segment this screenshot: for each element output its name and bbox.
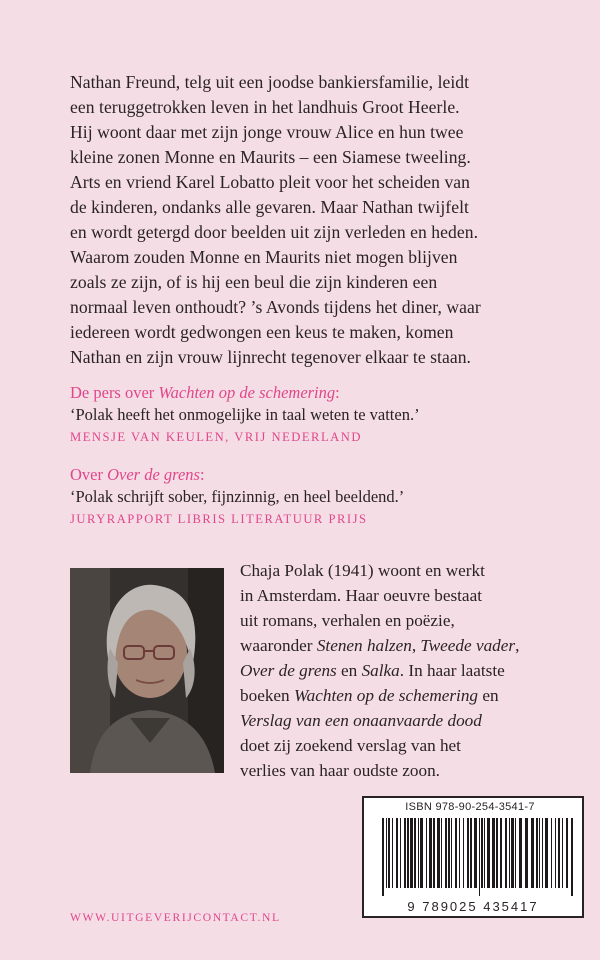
barcode-bar: [479, 818, 480, 896]
blurb-text: [70, 70, 570, 370]
blurb-line: Hij woont daar met zijn jonge vrouw Alice en hun twee: [70, 122, 464, 142]
barcode-bar: [426, 818, 427, 888]
blurb-line: Nathan en zijn vrouw lijnrecht tegenover elkaar te staan.: [70, 347, 471, 367]
barcode-bar: [531, 818, 534, 888]
barcode-bar: [542, 818, 543, 888]
barcode-bar: [505, 818, 507, 888]
blurb-line: Waarom zouden Monne en Maurits niet mogen blijven: [70, 247, 458, 267]
barcode-bar: [414, 818, 416, 888]
barcode-bar: [500, 818, 502, 888]
barcode-bar: [404, 818, 406, 888]
barcode-bar: [463, 818, 464, 888]
barcode-bar: [392, 818, 393, 888]
quote-intro: Over Over de grens:: [70, 465, 205, 484]
blurb-line: Arts en vriend Karel Lobatto pleit voor het scheiden van: [70, 172, 470, 192]
barcode-bar: [555, 818, 556, 888]
barcode-digits: 9 789025 435417: [407, 899, 539, 914]
barcode-bar: [487, 818, 490, 888]
barcode-bar: [515, 818, 516, 888]
barcode-bar: [481, 818, 483, 888]
barcode-bar: [418, 818, 419, 888]
barcode-bar: [571, 818, 573, 896]
barcode-bar: [519, 818, 522, 888]
publisher-url[interactable]: WWW.UITGEVERIJCONTACT.NL: [70, 911, 281, 924]
isbn-number: ISBN 978-90-254-3541-7: [405, 801, 535, 813]
barcode-bar: [448, 818, 450, 888]
author-photo: [70, 568, 224, 773]
barcode-bar: [429, 818, 432, 888]
barcode-bar: [467, 818, 469, 888]
barcode-bar: [509, 818, 510, 888]
barcode-bar: [484, 818, 485, 888]
quote-intro: De pers over Wachten op de schemering:: [70, 383, 340, 402]
barcode-bar: [445, 818, 447, 888]
barcode-bar: [386, 818, 387, 888]
quote-source: MENSJE VAN KEULEN, VRIJ NEDERLAND: [70, 430, 362, 444]
barcode-bar: [455, 818, 457, 888]
barcode-bar: [433, 818, 435, 888]
author-bio: Chaja Polak (1941) woont en werkt in Amsterdam. Haar oeuvre bestaat uit romans, verhalen en poëzie, waaronder Stenen halzen, Tweede vader, Over de grens en Salka. In haar laatste boeken Wachten op de schemering en Verslag van een onaanvaarde dood doet zij zoekend verslag van het verlies van haar oudste zoon.: [240, 561, 520, 780]
barcode-bars: [378, 818, 578, 896]
blurb-line: kleine zonen Monne en Maurits – een Siamese tweeling.: [70, 147, 471, 167]
barcode-bar: [400, 818, 401, 888]
barcode-bar: [551, 818, 552, 888]
quote-text: ‘Polak schrijft sober, fijnzinnig, en heel beeldend.’: [70, 487, 405, 506]
barcode-bar: [496, 818, 498, 888]
blurb-line: iedereen wordt gedwongen een keus te maken, komen: [70, 322, 454, 342]
blurb-line: een teruggetrokken leven in het landhuis Groot Heerle.: [70, 97, 460, 117]
barcode-bar: [566, 818, 568, 888]
barcode-bar: [407, 818, 409, 888]
barcode-bar: [474, 818, 477, 888]
barcode-bar: [410, 818, 413, 888]
press-quote-1: [70, 382, 590, 448]
barcode-bar: [470, 818, 472, 888]
blurb-line: Nathan Freund, telg uit een joodse bankiersfamilie, leidt: [70, 72, 470, 92]
blurb-line: de kinderen, ondanks alle gevaren. Maar Nathan twijfelt: [70, 197, 469, 217]
isbn-barcode: [362, 796, 584, 918]
barcode-bar: [388, 818, 390, 888]
blurb-line: zoals ze zijn, of is hij een beul die zijn kinderen een: [70, 272, 438, 292]
barcode-bar: [539, 818, 540, 888]
barcode-bar: [511, 818, 514, 888]
quote-text: ‘Polak heeft het onmogelijke in taal weten te vatten.’: [70, 405, 420, 424]
barcode-bar: [558, 818, 560, 888]
barcode-bar: [562, 818, 563, 888]
quote-source: JURYRAPPORT LIBRIS LITERATUUR PRIJS: [70, 512, 368, 526]
barcode-bar: [451, 818, 452, 888]
blurb-line: normaal leven onthoudt? ’s Avonds tijdens het diner, waar: [70, 297, 481, 317]
press-quote-2: [70, 464, 590, 530]
barcode-bar: [437, 818, 440, 888]
barcode-bar: [420, 818, 423, 888]
barcode-bar: [525, 818, 528, 888]
barcode-bar: [545, 818, 548, 888]
barcode-bar: [441, 818, 442, 888]
blurb-line: en wordt getergd door beelden uit zijn verleden en heden.: [70, 222, 479, 242]
barcode-bar: [492, 818, 495, 888]
barcode-bar: [459, 818, 460, 888]
barcode-bar: [382, 818, 384, 896]
barcode-bar: [396, 818, 398, 888]
barcode-bar: [536, 818, 538, 888]
